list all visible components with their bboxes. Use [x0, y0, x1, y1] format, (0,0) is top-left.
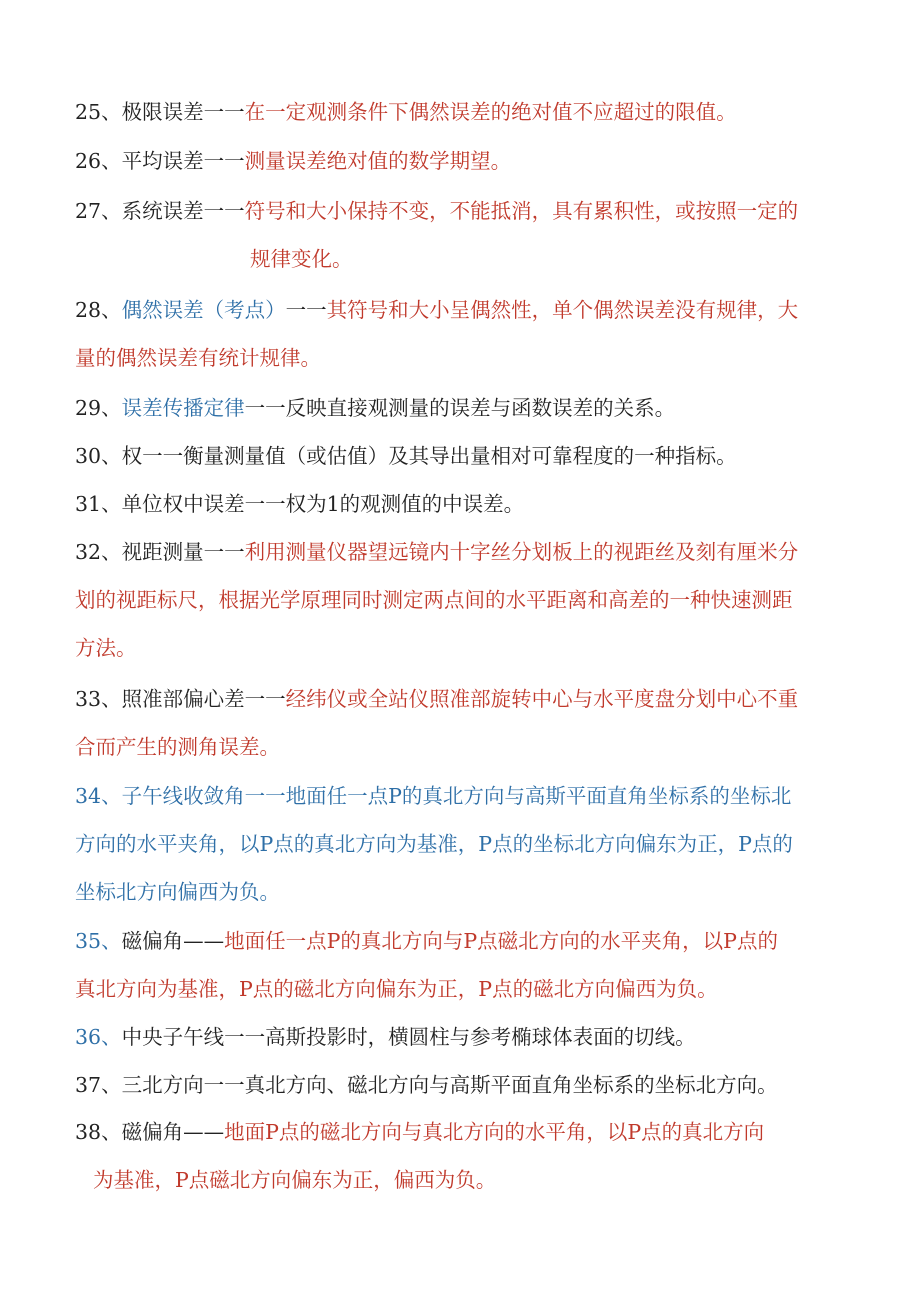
entry-definition: 符号和大小保持不变，不能抵消，具有累积性，或按照一定的	[244, 199, 799, 223]
entry-35	[75, 917, 845, 1013]
entry-definition: 地面P点的磁北方向与真北方向的水平角，以P点的真北方向	[224, 1120, 765, 1144]
entry-25	[75, 88, 845, 136]
entry-definition: 反映直接观测量的误差与函数误差的关系。	[285, 396, 676, 420]
entry-definition-continued: 规律变化。	[250, 247, 353, 271]
entry-number: 31、	[75, 492, 122, 516]
entry-number: 26、	[75, 149, 122, 173]
entry-29	[75, 384, 845, 432]
entry-number: 32、	[75, 540, 122, 564]
entry-term: 偶然误差（考点）	[121, 298, 286, 322]
entry-number: 27、	[75, 199, 122, 223]
entry-38	[75, 1108, 845, 1204]
entry-number: 35、	[75, 929, 122, 953]
entry-definition: 衡量测量值（或估值）及其导出量相对可靠程度的一种指标。	[183, 444, 737, 468]
entry-number: 37、	[75, 1073, 122, 1097]
entry-dash: 一一	[244, 492, 286, 516]
entry-number: 34、	[75, 784, 122, 808]
entry-definition-continued: 划的视距标尺，根据光学原理同时测定两点间的水平距离和高差的一种快速测距	[75, 588, 793, 612]
entry-term: 平均误差	[121, 149, 204, 173]
entry-dash: 一一	[203, 540, 245, 564]
entry-dash: 一一	[244, 687, 286, 711]
entry-definition-continued: 量的偶然误差有统计规律。	[75, 346, 321, 370]
entry-term: 磁偏角	[121, 1120, 184, 1144]
entry-27	[75, 187, 845, 283]
entry-term: 照准部偏心差	[121, 687, 245, 711]
entry-definition: 利用测量仪器望远镜内十字丝分划板上的视距丝及刻有厘米分	[244, 540, 799, 564]
entry-definition: 地面任一点P的真北方向与P点磁北方向的水平夹角，以P点的	[224, 929, 778, 953]
entry-definition: 其符号和大小呈偶然性，单个偶然误差没有规律，大	[326, 298, 799, 322]
entry-term: 单位权中误差	[121, 492, 245, 516]
entry-term: 系统误差	[121, 199, 204, 223]
entry-term: 误差传播定律	[121, 396, 245, 420]
entry-36	[75, 1013, 845, 1061]
entry-definition-continued: 真北方向为基准，P点的磁北方向偏东为正，P点的磁北方向偏西为负。	[75, 977, 718, 1001]
entry-number: 25、	[75, 100, 122, 124]
entry-term: 视距测量	[121, 540, 204, 564]
entry-definition-continued: 方法。	[75, 636, 137, 660]
entry-dash: 一一	[244, 396, 286, 420]
entry-28	[75, 286, 845, 382]
entry-dash: 一一	[203, 1073, 245, 1097]
entry-dash: 一一	[203, 100, 245, 124]
entry-37	[75, 1061, 845, 1109]
entry-dash: 一一	[203, 199, 245, 223]
entry-dash: ——	[183, 1120, 225, 1144]
entry-31	[75, 480, 845, 528]
entry-term: 三北方向	[121, 1073, 204, 1097]
entry-term: 极限误差	[121, 100, 204, 124]
entry-definition: 权为1的观测值的中误差。	[285, 492, 525, 516]
entry-definition-continued: 坐标北方向偏西为负。	[75, 880, 280, 904]
entry-term: 磁偏角	[121, 929, 184, 953]
entry-term: 中央子午线	[121, 1025, 225, 1049]
entry-dash: 一一	[203, 149, 245, 173]
entry-dash: 一一	[285, 298, 327, 322]
entry-number: 36、	[75, 1025, 122, 1049]
entry-33	[75, 675, 845, 771]
entry-definition-continued: 方向的水平夹角，以P点的真北方向为基准，P点的坐标北方向偏东为正，P点的	[75, 832, 793, 856]
entry-dash: ——	[183, 929, 225, 953]
entry-30	[75, 432, 845, 480]
entry-term: 子午线收敛角	[121, 784, 245, 808]
entry-32	[75, 528, 845, 672]
entry-34	[75, 772, 845, 916]
entry-definition-continued: 合而产生的测角误差。	[75, 735, 280, 759]
entry-dash: 一一	[142, 444, 184, 468]
entry-definition: 地面任一点P的真北方向与高斯平面直角坐标系的坐标北	[285, 784, 792, 808]
entry-dash: 一一	[244, 784, 286, 808]
entry-definition-continued: 为基准，P点磁北方向偏东为正，偏西为负。	[93, 1168, 497, 1192]
entry-number: 33、	[75, 687, 122, 711]
entry-definition: 高斯投影时，横圆柱与参考椭球体表面的切线。	[265, 1025, 696, 1049]
entry-definition: 经纬仪或全站仪照准部旋转中心与水平度盘分划中心不重	[285, 687, 799, 711]
entry-term: 权	[121, 444, 143, 468]
entry-number: 28、	[75, 298, 122, 322]
entry-26	[75, 137, 845, 185]
entry-number: 38、	[75, 1120, 122, 1144]
entry-number: 30、	[75, 444, 122, 468]
entry-dash: 一一	[224, 1025, 266, 1049]
entry-number: 29、	[75, 396, 122, 420]
entry-definition: 在一定观测条件下偶然误差的绝对值不应超过的限值。	[244, 100, 737, 124]
entry-definition: 测量误差绝对值的数学期望。	[244, 149, 512, 173]
entry-definition: 真北方向、磁北方向与高斯平面直角坐标系的坐标北方向。	[244, 1073, 778, 1097]
